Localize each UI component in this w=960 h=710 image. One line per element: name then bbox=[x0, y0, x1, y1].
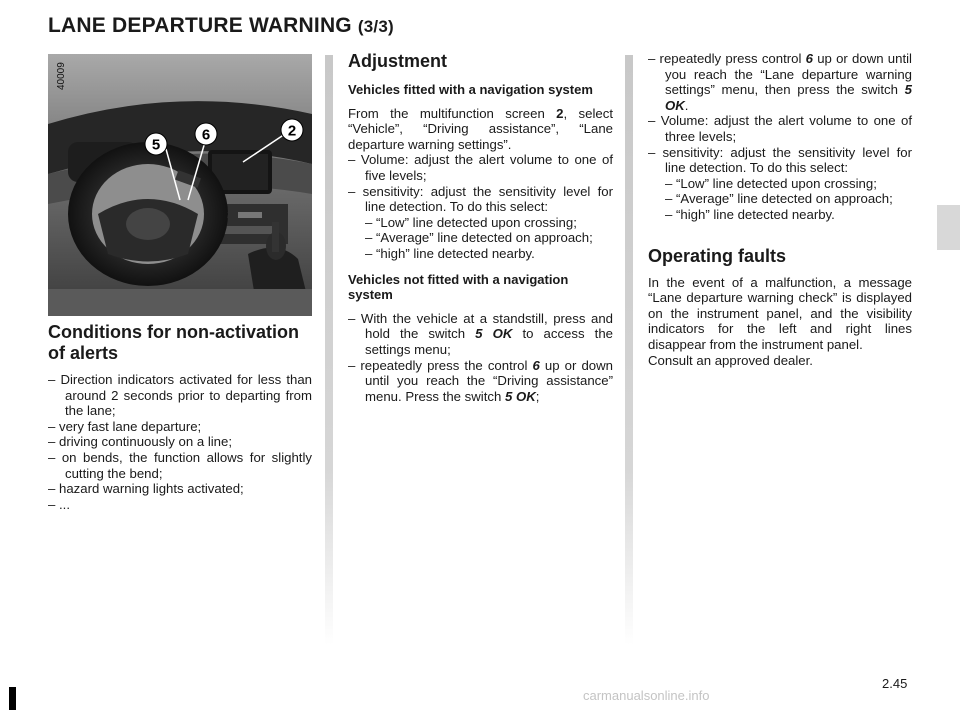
middle-column bbox=[348, 50, 613, 404]
sub-item: – “Low” line detected upon crossing; bbox=[365, 214, 577, 230]
right-column bbox=[648, 51, 912, 368]
list-item: – very fast lane departure; bbox=[48, 418, 202, 434]
page-number: 2.45 bbox=[882, 676, 908, 691]
adjustment-heading: Adjustment bbox=[348, 51, 447, 71]
section-tab bbox=[937, 205, 960, 250]
list-item: – Direction indicators activated for less than around 2 seconds prior to departing from the lane; bbox=[48, 372, 312, 419]
list-item: – Volume: adjust the alert volume to one of three levels; bbox=[648, 113, 912, 144]
sub-heading-nav: Vehicles fitted with a navigation system bbox=[348, 82, 593, 97]
list-item: – sensitivity: adjust the sensitivity level for line detection. To do this select: bbox=[648, 144, 912, 176]
intro-paragraph: From the multifunction screen 2, select “Vehicle”, “Driving assistance”, “Lane departure warning settings”. bbox=[348, 105, 613, 152]
list-item: – repeatedly press control 6 up or down until you reach the “Lane departure warning settings” menu, then press the switch 5 OK. bbox=[648, 51, 912, 113]
column-divider-right bbox=[625, 55, 633, 645]
figure-ref: 40009 bbox=[56, 62, 67, 90]
svg-text:6: 6 bbox=[201, 126, 211, 144]
sub-item: – “high” line detected nearby. bbox=[665, 206, 835, 222]
callout-2 bbox=[281, 119, 303, 141]
callout-5 bbox=[145, 133, 167, 155]
svg-text:5: 5 bbox=[151, 136, 161, 154]
faults-paragraph: In the event of a malfunction, a message “Lane departure warning check” is displayed on the instrument panel, and the visibility indicators for the left and right lines disappear from the instrument panel. bbox=[648, 274, 912, 352]
list-item: – driving continuously on a line; bbox=[48, 434, 233, 450]
page-marker bbox=[9, 687, 16, 710]
column-divider-left bbox=[325, 55, 333, 645]
sub-heading-no-nav: Vehicles not fitted with a navigation system bbox=[348, 271, 569, 303]
faults-heading: Operating faults bbox=[648, 245, 787, 266]
dashboard-photo bbox=[48, 54, 312, 316]
list-item: – repeatedly press the control 6 up or down until you reach the “Driving assistance” menu. Press the switch 5 OK; bbox=[348, 357, 613, 404]
list-item: – With the vehicle at a standstill, press and hold the switch 5 OK to access the settings menu; bbox=[348, 310, 613, 357]
sub-item: – “Average” line detected on approach; bbox=[665, 191, 893, 207]
callout-6 bbox=[195, 123, 217, 145]
sub-item: – “Average” line detected on approach; bbox=[365, 230, 593, 246]
list-item: – sensitivity: adjust the sensitivity level for line detection. To do this select: bbox=[348, 183, 613, 215]
title-suffix: (3/3) bbox=[357, 17, 394, 36]
list-item: – hazard warning lights activated; bbox=[48, 481, 244, 497]
watermark: carmanualsonline.info bbox=[583, 688, 710, 703]
left-heading: Conditions for non-activation of alerts bbox=[48, 322, 299, 363]
left-column bbox=[48, 322, 312, 512]
list-item: – Volume: adjust the alert volume to one of five levels; bbox=[348, 152, 613, 183]
faults-paragraph-2: Consult an approved dealer. bbox=[648, 352, 813, 368]
list-item: – ... bbox=[48, 496, 70, 512]
svg-text:2: 2 bbox=[287, 122, 297, 140]
page-title: LANE DEPARTURE WARNING (3/3) bbox=[48, 14, 394, 37]
sub-item: – “high” line detected nearby. bbox=[365, 245, 535, 261]
sub-item: – “Low” line detected upon crossing; bbox=[665, 175, 877, 191]
list-item: – on bends, the function allows for slightly cutting the bend; bbox=[48, 449, 312, 481]
